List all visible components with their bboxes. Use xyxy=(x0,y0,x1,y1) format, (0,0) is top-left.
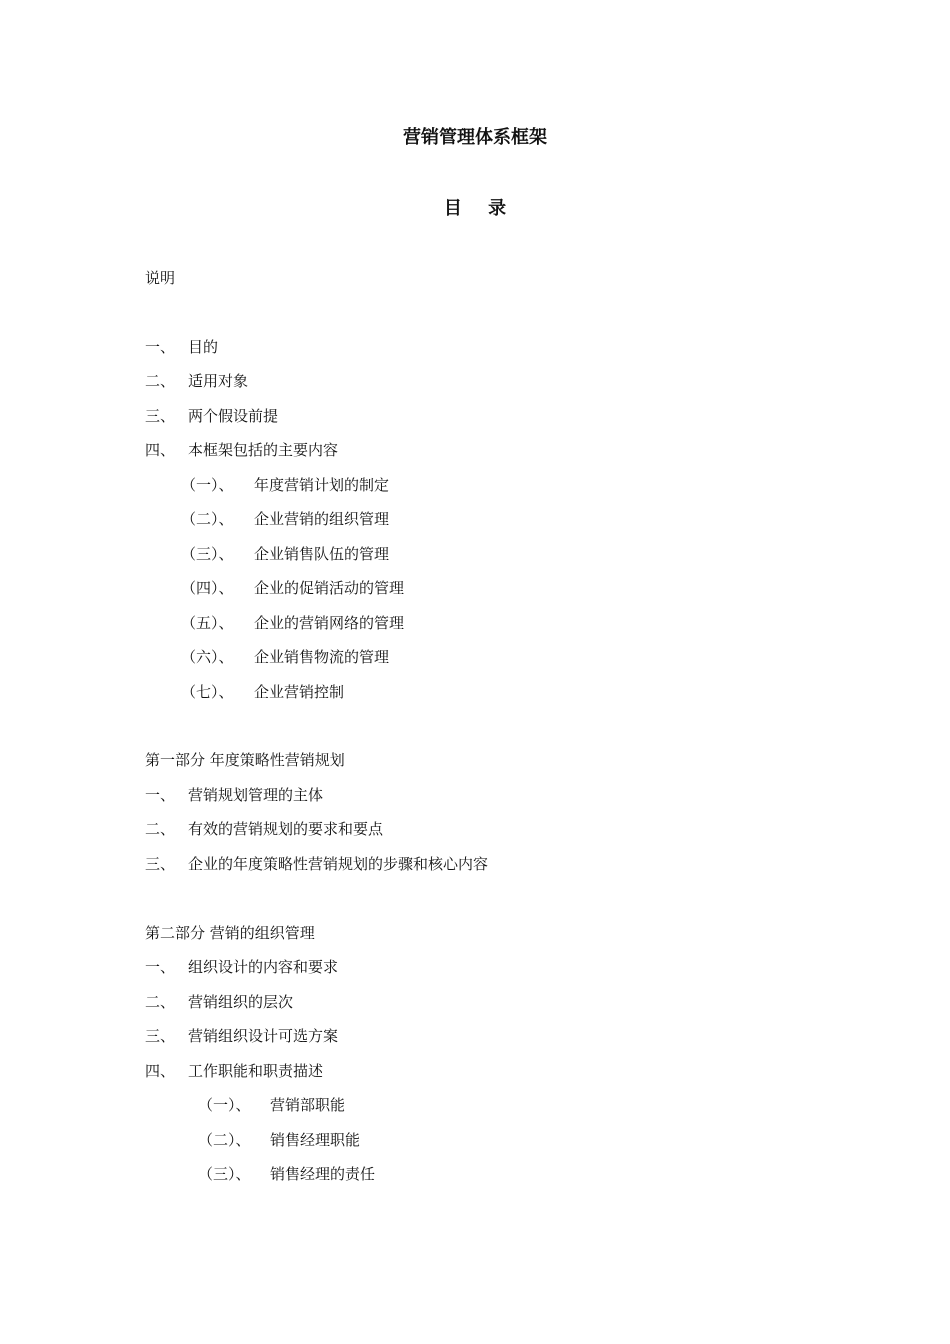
toc-entry-number: （一）、 xyxy=(181,476,234,494)
toc-entry-text: 企业销售队伍的管理 xyxy=(254,545,390,563)
toc-entry-text: 本框架包括的主要内容 xyxy=(188,441,339,459)
toc-entry-text: 销售经理职能 xyxy=(270,1131,361,1149)
toc-entry-text: 第一部分 年度策略性营销规划 xyxy=(145,751,345,769)
toc-entry-text: 有效的营销规划的要求和要点 xyxy=(188,820,384,838)
toc-entry-number: （四）、 xyxy=(181,579,234,597)
toc-entry-text: 营销组织设计可选方案 xyxy=(188,1027,339,1045)
toc-entry-number: 二、 xyxy=(145,372,176,390)
toc-entry-number: （二）、 xyxy=(198,1131,251,1149)
toc-entry-number: 三、 xyxy=(145,407,176,425)
toc-entry-number: 三、 xyxy=(145,855,176,873)
toc-entry-text: 说明 xyxy=(145,269,176,287)
toc-entry-number: （三）、 xyxy=(181,545,234,563)
toc-entry-number: （五）、 xyxy=(181,614,234,632)
toc-entry-text: 销售经理的责任 xyxy=(270,1165,376,1183)
toc-entry-text: 工作职能和职责描述 xyxy=(188,1062,324,1080)
toc-entry-number: 一、 xyxy=(145,338,176,356)
toc-entry-text: 企业的年度策略性营销规划的步骤和核心内容 xyxy=(188,855,489,873)
toc-entry-text: 年度营销计划的制定 xyxy=(254,476,390,494)
toc-entry-number: 一、 xyxy=(145,958,176,976)
toc-entry-text: 企业销售物流的管理 xyxy=(254,648,390,666)
toc-heading: 目 录 xyxy=(443,198,517,219)
toc-entry-text: 企业营销的组织管理 xyxy=(254,510,390,528)
toc-entry-text: 营销规划管理的主体 xyxy=(188,786,324,804)
toc-entry-number: （三）、 xyxy=(198,1165,251,1183)
toc-entry-number: （六）、 xyxy=(181,648,234,666)
toc-entry-number: （一）、 xyxy=(198,1096,251,1114)
toc-entry-number: 四、 xyxy=(145,1062,176,1080)
toc-entry-number: （七）、 xyxy=(181,683,234,701)
toc-entry-number: 一、 xyxy=(145,786,176,804)
toc-entry-number: 二、 xyxy=(145,820,176,838)
toc-entry-number: 三、 xyxy=(145,1027,176,1045)
toc-entry-text: 目的 xyxy=(188,338,219,356)
toc-entry-text: 第二部分 营销的组织管理 xyxy=(145,924,315,942)
toc-entry-text: 营销组织的层次 xyxy=(188,993,294,1011)
toc-entry-text: 企业的营销网络的管理 xyxy=(254,614,405,632)
document-title: 营销管理体系框架 xyxy=(403,127,547,148)
toc-entry-number: 二、 xyxy=(145,993,176,1011)
toc-entry-text: 企业营销控制 xyxy=(254,683,345,701)
toc-entry-number: 四、 xyxy=(145,441,176,459)
toc-entry-text: 两个假设前提 xyxy=(188,407,279,425)
toc-entry-text: 组织设计的内容和要求 xyxy=(188,958,339,976)
toc-entry-text: 企业的促销活动的管理 xyxy=(254,579,405,597)
toc-entry-text: 营销部职能 xyxy=(270,1096,346,1114)
toc-entry-number: （二）、 xyxy=(181,510,234,528)
toc-entry-text: 适用对象 xyxy=(188,372,249,390)
